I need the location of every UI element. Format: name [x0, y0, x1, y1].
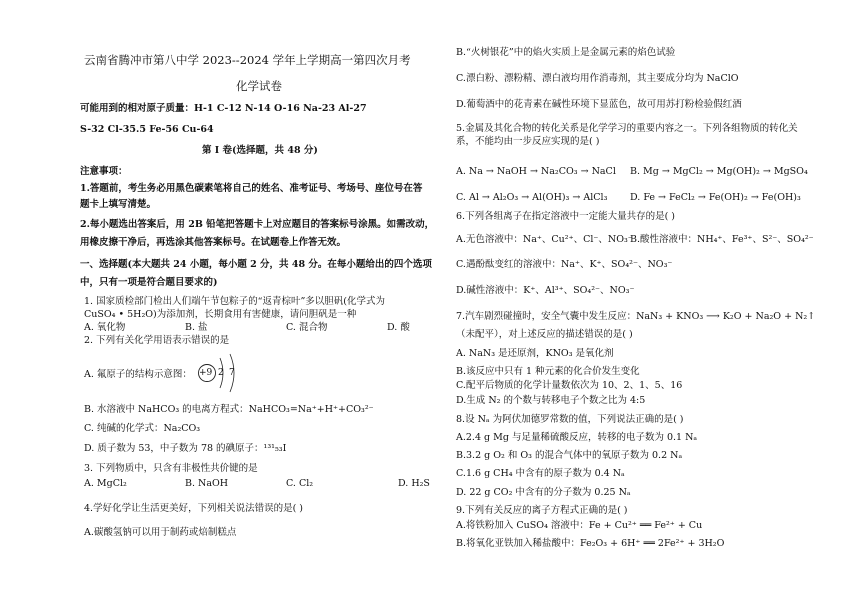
question-2-option-c: C. 纯碱的化学式：Na₂CO₃: [84, 423, 201, 434]
question-4-option-b: B.“火树银花”中的焰火实质上是金属元素的焰色试验: [456, 47, 676, 58]
question-1-option-c: C. 混合物: [286, 322, 328, 333]
question-4-option-c: C.漂白粉、漂粉精、漂白液均用作消毒剂，其主要成分均为 NaClO: [456, 73, 739, 84]
question-7-option-c: C.配平后物质的化学计量数依次为 10、2、1、5、16: [456, 380, 683, 391]
question-4-stem: 4.学好化学让生活更美好，下列相关说法错误的是( ): [84, 503, 303, 514]
question-1-option-d: D. 酸: [387, 322, 410, 333]
electron-shell-2: 7: [229, 368, 235, 378]
question-7-option-a: A. NaN₃ 是还原剂，KNO₃ 是氧化剂: [456, 348, 614, 359]
question-3-option-b: B. NaOH: [185, 478, 229, 489]
question-6-option-d: D.碱性溶液中：K⁺、Al³⁺、SO₄²⁻、NO₃⁻: [456, 285, 635, 296]
question-6-option-a: A.无色溶液中：Na⁺、Cu²⁺、Cl⁻、NO₃⁻: [456, 234, 633, 245]
question-6-option-b: B.酸性溶液中：NH₄⁺、Fe³⁺、S²⁻、SO₄²⁻: [630, 234, 814, 245]
part-heading: 第 I 卷(选择题，共 48 分): [202, 145, 318, 156]
question-5-stem-line1: 5.金属及其化合物的转化关系是化学学习的重要内容之一。下列各组物质的转化关: [456, 123, 798, 134]
notice-1-line2: 题卡上填写清楚。: [80, 199, 157, 210]
exam-title: 云南省腾冲市第八中学 2023--2024 学年上学期高一第四次月考: [84, 53, 411, 67]
question-5-stem-line2: 系，不能均由一步反应实现的是( ): [456, 136, 600, 147]
atomic-masses-line2: S-32 Cl-35.5 Fe-56 Cu-64: [80, 124, 214, 135]
question-9-option-a: A.将铁粉加入 CuSO₄ 溶液中：Fe + Cu²⁺ ══ Fe²⁺ + Cu: [456, 520, 703, 531]
nucleus-charge: +9: [199, 368, 213, 378]
question-3-option-a: A. MgCl₂: [84, 478, 127, 489]
question-6-stem: 6.下列各组离子在指定溶液中一定能大量共存的是( ): [456, 211, 675, 222]
question-8-option-c: C.1.6 g CH₄ 中含有的原子数为 0.4 Nₐ: [456, 468, 625, 479]
question-9-stem: 9.下列有关反应的离子方程式正确的是( ): [456, 505, 628, 516]
question-5-option-b: B. Mg → MgCl₂ → Mg(OH)₂ → MgSO₄: [630, 166, 808, 177]
notice-title: 注意事项：: [80, 166, 128, 177]
question-4-option-d: D.葡萄酒中的花青素在碱性环境下显蓝色，故可用苏打粉检验假红酒: [456, 99, 742, 110]
question-7-stem-line1: 7.汽车剧烈碰撞时，安全气囊中发生反应：NaN₃ + KNO₃ ⟶ K₂O + Na₂O + N₂↑: [456, 311, 816, 322]
question-1-stem-line1: 1. 国家质检部门检出人们端午节包粽子的“返青棕叶”多以胆矾(化学式为: [84, 296, 386, 307]
question-2-stem: 2. 下列有关化学用语表示错误的是: [84, 335, 230, 346]
question-3-option-c: C. Cl₂: [286, 478, 314, 489]
question-1-option-a: A. 氧化物: [84, 322, 126, 333]
question-2-option-d: D. 质子数为 53，中子数为 78 的碘原子：¹³¹₅₃I: [84, 443, 287, 454]
fluorine-atom-structure-diagram: [196, 350, 246, 396]
question-8-option-a: A.2.4 g Mg 与足量稀硫酸反应，转移的电子数为 0.1 Nₐ: [456, 432, 698, 443]
question-3-option-d: D. H₂S: [398, 478, 430, 489]
question-7-option-d: D.生成 N₂ 的个数与转移电子个数之比为 4:5: [456, 395, 646, 406]
question-1-option-b: B. 盐: [185, 322, 208, 333]
question-8-option-d: D. 22 g CO₂ 中含有的分子数为 0.25 Nₐ: [456, 487, 631, 498]
question-8-option-b: B.3.2 g O₂ 和 O₃ 的混合气体中的氧原子数为 0.2 Nₐ: [456, 450, 683, 461]
notice-2-line1: 2.每小题选出答案后，用 2B 铅笔把答题卡上对应题目的答案标号涂黑。如需改动，: [80, 219, 435, 230]
question-2-option-b: B. 水溶液中 NaHCO₃ 的电离方程式：NaHCO₃=Na⁺+H⁺+CO₃²⁻: [84, 404, 374, 415]
question-7-stem-line2: （未配平），对上述反应的描述错误的是( ): [456, 329, 633, 340]
question-4-option-a: A.碳酸氢钠可以用于制药或焙制糕点: [84, 527, 237, 538]
question-7-option-b: B.该反应中只有 1 种元素的化合价发生变化: [456, 366, 640, 377]
question-2-option-a: A. 氟原子的结构示意图：: [84, 369, 192, 380]
question-9-option-b: B.将氧化亚铁加入稀盐酸中：Fe₂O₃ + 6H⁺ ══ 2Fe²⁺ + 3H₂O: [456, 538, 725, 549]
atomic-masses-line1: 可能用到的相对原子质量：H-1 C-12 N-14 O-16 Na-23 Al-27: [80, 103, 367, 114]
question-8-stem: 8.设 Nₐ 为阿伏加德罗常数的值，下列说法正确的是( ): [456, 414, 684, 425]
notice-2-line2: 用橡皮擦干净后，再选涂其他答案标号。在试题卷上作答无效。: [80, 237, 347, 248]
question-5-option-d: D. Fe → FeCl₂ → Fe(OH)₂ → Fe(OH)₃: [630, 192, 801, 203]
question-5-option-c: C. Al → Al₂O₃ → Al(OH)₃ → AlCl₃: [456, 192, 608, 203]
question-1-stem-line2: CuSO₄ • 5H₂O)为添加剂，长期食用有害健康，请问胆矾是一种: [84, 309, 357, 320]
notice-1-line1: 1.答题前，考生务必用黑色碳素笔将自己的姓名、准考证号、考场号、座位号在答: [80, 183, 423, 194]
section-heading-line2: 中，只有一项是符合题目要求的): [80, 277, 218, 288]
electron-shell-1: 2: [218, 368, 224, 378]
section-heading-line1: 一、选择题(本大题共 24 小题，每小题 2 分，共 48 分。在每小题给出的四个选项: [80, 259, 432, 270]
question-6-option-c: C.遇酚酞变红的溶液中：Na⁺、K⁺、SO₄²⁻、NO₃⁻: [456, 259, 673, 270]
exam-subject: 化学试卷: [236, 79, 282, 93]
question-3-stem: 3. 下列物质中，只含有非极性共价键的是: [84, 463, 258, 474]
question-5-option-a: A. Na → NaOH → Na₂CO₃ → NaCl: [456, 166, 616, 177]
